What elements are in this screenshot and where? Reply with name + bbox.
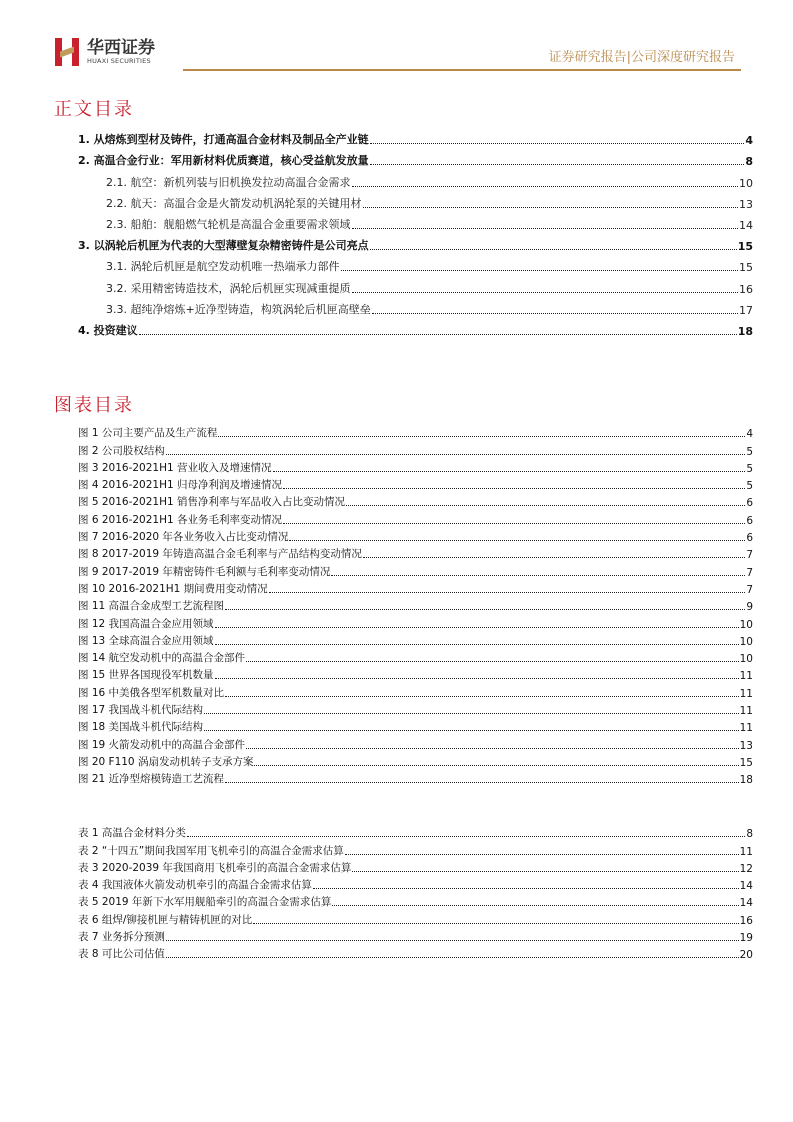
header-divider	[183, 69, 741, 71]
figure-entry[interactable]	[78, 527, 753, 544]
dot-leader	[370, 164, 745, 165]
figure-entry[interactable]	[78, 682, 753, 699]
entry-page: 19	[739, 932, 753, 945]
entry-label: 图 20 F110 涡扇发动机转子支承方案	[78, 755, 254, 768]
toc-entry[interactable]	[78, 317, 753, 338]
dot-leader	[363, 557, 745, 558]
dot-leader	[215, 678, 739, 679]
entry-page: 14	[739, 897, 753, 910]
entry-label: 3. 以涡轮后机匣为代表的大型薄壁复杂精密铸件是公司亮点	[78, 239, 369, 253]
entry-label: 图 18 美国战斗机代际结构	[78, 721, 204, 734]
entry-label: 表 3 2020-2039 年我国商用飞机牵引的高温合金需求估算	[78, 861, 352, 874]
entry-page: 10	[739, 618, 753, 631]
entry-label: 表 2 “十四五”期间我国军用飞机牵引的高温合金需求估算	[78, 844, 344, 857]
logo-en: HUAXI SECURITIES	[87, 57, 151, 65]
figure-entry[interactable]	[78, 752, 753, 769]
dot-leader	[363, 207, 739, 208]
entry-page: 14	[739, 218, 753, 232]
entry-label: 表 8 可比公司估值	[78, 948, 165, 961]
figure-entry[interactable]	[78, 648, 753, 665]
dot-leader	[341, 270, 739, 271]
entry-page: 4	[746, 428, 753, 441]
entry-label: 图 5 2016-2021H1 销售净利率与军品收入占比变动情况	[78, 496, 346, 509]
table-entry[interactable]	[78, 944, 753, 961]
entry-label: 2. 高温合金行业：军用新材料优质赛道，核心受益航发放量	[78, 154, 369, 168]
entry-label: 图 11 高温合金成型工艺流程图	[78, 600, 225, 613]
logo-mark-icon	[55, 38, 81, 66]
entry-label: 图 4 2016-2021H1 归母净利润及增速情况	[78, 479, 283, 492]
dot-leader	[225, 609, 745, 610]
entry-page: 8	[745, 155, 753, 169]
toc-entry[interactable]	[78, 126, 753, 147]
entry-label: 图 1 公司主要产品及生产流程	[78, 427, 218, 440]
entry-page: 16	[739, 914, 753, 927]
entry-label: 表 1 高温合金材料分类	[78, 827, 186, 840]
dot-leader	[332, 905, 738, 906]
entry-label: 4. 投资建议	[78, 323, 138, 337]
entry-label: 图 13 全球高温合金应用领域	[78, 634, 214, 647]
entry-label: 图 17 我国战斗机代际结构	[78, 704, 204, 717]
entry-page: 11	[739, 687, 753, 700]
entry-page: 12	[739, 862, 753, 875]
entry-label: 图 19 火箭发动机中的高温合金部件	[78, 738, 246, 751]
logo-cn: 华西证券	[87, 38, 155, 58]
dot-leader	[254, 765, 738, 766]
entry-page: 14	[739, 880, 753, 893]
dot-leader	[345, 854, 739, 855]
entry-page: 11	[739, 705, 753, 718]
table-entry[interactable]	[78, 840, 753, 857]
dot-leader	[204, 730, 739, 731]
dot-leader	[289, 540, 745, 541]
dot-leader	[218, 436, 745, 437]
entry-label: 图 3 2016-2021H1 营业收入及增速情况	[78, 461, 272, 474]
entry-label: 图 14 航空发动机中的高温合金部件	[78, 652, 246, 665]
entry-page: 13	[739, 197, 753, 211]
entry-label: 2.1. 航空：新机列装与旧机换发拉动高温合金需求	[106, 175, 351, 189]
entry-page: 13	[739, 739, 753, 752]
entry-page: 7	[746, 566, 753, 579]
toc-entry[interactable]	[78, 296, 753, 317]
entry-label: 图 12 我国高温合金应用领域	[78, 617, 214, 630]
figures-list	[78, 423, 753, 786]
entry-page: 8	[746, 828, 753, 841]
entry-page: 15	[739, 756, 753, 769]
toc-entry[interactable]	[78, 253, 753, 274]
dot-leader	[352, 186, 739, 187]
dot-leader	[187, 836, 745, 837]
figure-entry[interactable]	[78, 509, 753, 526]
dot-leader	[246, 748, 739, 749]
dot-leader	[139, 334, 737, 335]
figure-entry[interactable]	[78, 440, 753, 457]
dot-leader	[370, 143, 745, 144]
figure-entry[interactable]	[78, 613, 753, 630]
entry-label: 2.3. 船舶：舰船燃气轮机是高温合金重要需求领域	[106, 217, 351, 231]
dot-leader	[166, 940, 739, 941]
entry-page: 6	[746, 532, 753, 545]
dot-leader	[225, 782, 739, 783]
dot-leader	[372, 313, 738, 314]
table-entry[interactable]	[78, 892, 753, 909]
toc-entry[interactable]	[78, 211, 753, 232]
entry-label: 表 5 2019 年新下水军用舰船牵引的高温合金需求估算	[78, 896, 332, 909]
toc-entry[interactable]	[78, 274, 753, 295]
table-entry[interactable]	[78, 927, 753, 944]
entry-label: 表 4 我国液体火箭发动机牵引的高温合金需求估算	[78, 879, 312, 892]
entry-label: 图 8 2017-2019 年铸造高温合金毛利率与产品结构变动情况	[78, 548, 362, 561]
entry-label: 图 16 中美俄各型军机数量对比	[78, 686, 225, 699]
figure-entry[interactable]	[78, 769, 753, 786]
toc-entry[interactable]	[78, 147, 753, 168]
entry-page: 11	[739, 722, 753, 735]
entry-page: 10	[739, 653, 753, 666]
entry-page: 10	[739, 635, 753, 648]
entry-page: 16	[739, 282, 753, 296]
entry-page: 20	[739, 949, 753, 962]
figure-entry[interactable]	[78, 631, 753, 648]
entry-page: 15	[737, 240, 753, 254]
entry-page: 11	[739, 845, 753, 858]
table-entry[interactable]	[78, 875, 753, 892]
dot-leader	[166, 957, 739, 958]
entry-label: 图 10 2016-2021H1 期间费用变动情况	[78, 582, 268, 595]
dot-leader	[215, 627, 739, 628]
dot-leader	[313, 888, 739, 889]
dot-leader	[215, 644, 739, 645]
entry-label: 3.2. 采用精密铸造技术，涡轮后机匣实现减重提质	[106, 281, 351, 295]
dot-leader	[370, 249, 737, 250]
tables-list	[78, 823, 753, 961]
dot-leader	[225, 696, 739, 697]
figures-title: 图表目录	[54, 395, 134, 416]
dot-leader	[253, 923, 738, 924]
entry-page: 5	[746, 445, 753, 458]
toc-list	[78, 126, 753, 338]
entry-page: 10	[739, 176, 753, 190]
dot-leader	[346, 505, 745, 506]
entry-label: 3.1. 涡轮后机匣是航空发动机唯一热端承力部件	[106, 260, 340, 274]
entry-page: 7	[746, 549, 753, 562]
figure-entry[interactable]	[78, 544, 753, 561]
dot-leader	[352, 228, 739, 229]
entry-page: 18	[737, 324, 753, 338]
dot-leader	[166, 454, 745, 455]
entry-page: 5	[746, 480, 753, 493]
entry-page: 15	[739, 261, 753, 275]
entry-page: 7	[746, 583, 753, 596]
toc-entry[interactable]	[78, 232, 753, 253]
dot-leader	[204, 713, 739, 714]
figure-entry[interactable]	[78, 665, 753, 682]
toc-entry[interactable]	[78, 168, 753, 189]
entry-page: 11	[739, 670, 753, 683]
dot-leader	[283, 488, 745, 489]
dot-leader	[283, 523, 745, 524]
entry-page: 17	[739, 303, 753, 317]
entry-label: 图 2 公司股权结构	[78, 444, 165, 457]
table-entry[interactable]	[78, 823, 753, 840]
figure-entry[interactable]	[78, 475, 753, 492]
dot-leader	[269, 592, 746, 593]
figure-entry[interactable]	[78, 717, 753, 734]
entry-label: 1. 从熔炼到型材及铸件，打通高温合金材料及制品全产业链	[78, 133, 369, 147]
dot-leader	[246, 661, 739, 662]
huaxi-logo	[55, 38, 155, 66]
report-type: 证券研究报告|公司深度研究报告	[548, 50, 735, 65]
figure-entry[interactable]	[78, 458, 753, 475]
entry-label: 表 6 组焊/铆接机匣与精铸机匣的对比	[78, 913, 253, 926]
entry-page: 4	[745, 134, 753, 148]
figure-entry[interactable]	[78, 423, 753, 440]
table-entry[interactable]	[78, 858, 753, 875]
entry-page: 6	[746, 497, 753, 510]
dot-leader	[331, 575, 745, 576]
entry-label: 2.2. 航天：高温合金是火箭发动机涡轮泵的关键用材	[106, 196, 362, 210]
entry-page: 6	[746, 514, 753, 527]
entry-label: 图 21 近净型熔模铸造工艺流程	[78, 773, 225, 786]
toc-entry[interactable]	[78, 190, 753, 211]
figure-entry[interactable]	[78, 492, 753, 509]
figure-entry[interactable]	[78, 596, 753, 613]
figure-entry[interactable]	[78, 734, 753, 751]
entry-label: 图 7 2016-2020 年各业务收入占比变动情况	[78, 531, 289, 544]
entry-label: 图 9 2017-2019 年精密铸件毛利额与毛利率变动情况	[78, 565, 331, 578]
toc-title: 正文目录	[54, 99, 134, 120]
figure-entry[interactable]	[78, 579, 753, 596]
dot-leader	[352, 292, 739, 293]
figure-entry[interactable]	[78, 700, 753, 717]
entry-page: 18	[739, 774, 753, 787]
table-entry[interactable]	[78, 909, 753, 926]
entry-label: 图 6 2016-2021H1 各业务毛利率变动情况	[78, 513, 283, 526]
entry-page: 9	[746, 601, 753, 614]
entry-label: 图 15 世界各国现役军机数量	[78, 669, 214, 682]
entry-label: 表 7 业务拆分预测	[78, 931, 165, 944]
figure-entry[interactable]	[78, 561, 753, 578]
dot-leader	[273, 471, 746, 472]
entry-label: 3.3. 超纯净熔炼+近净型铸造，构筑涡轮后机匣高壁垒	[106, 302, 371, 316]
dot-leader	[352, 871, 738, 872]
entry-page: 5	[746, 462, 753, 475]
